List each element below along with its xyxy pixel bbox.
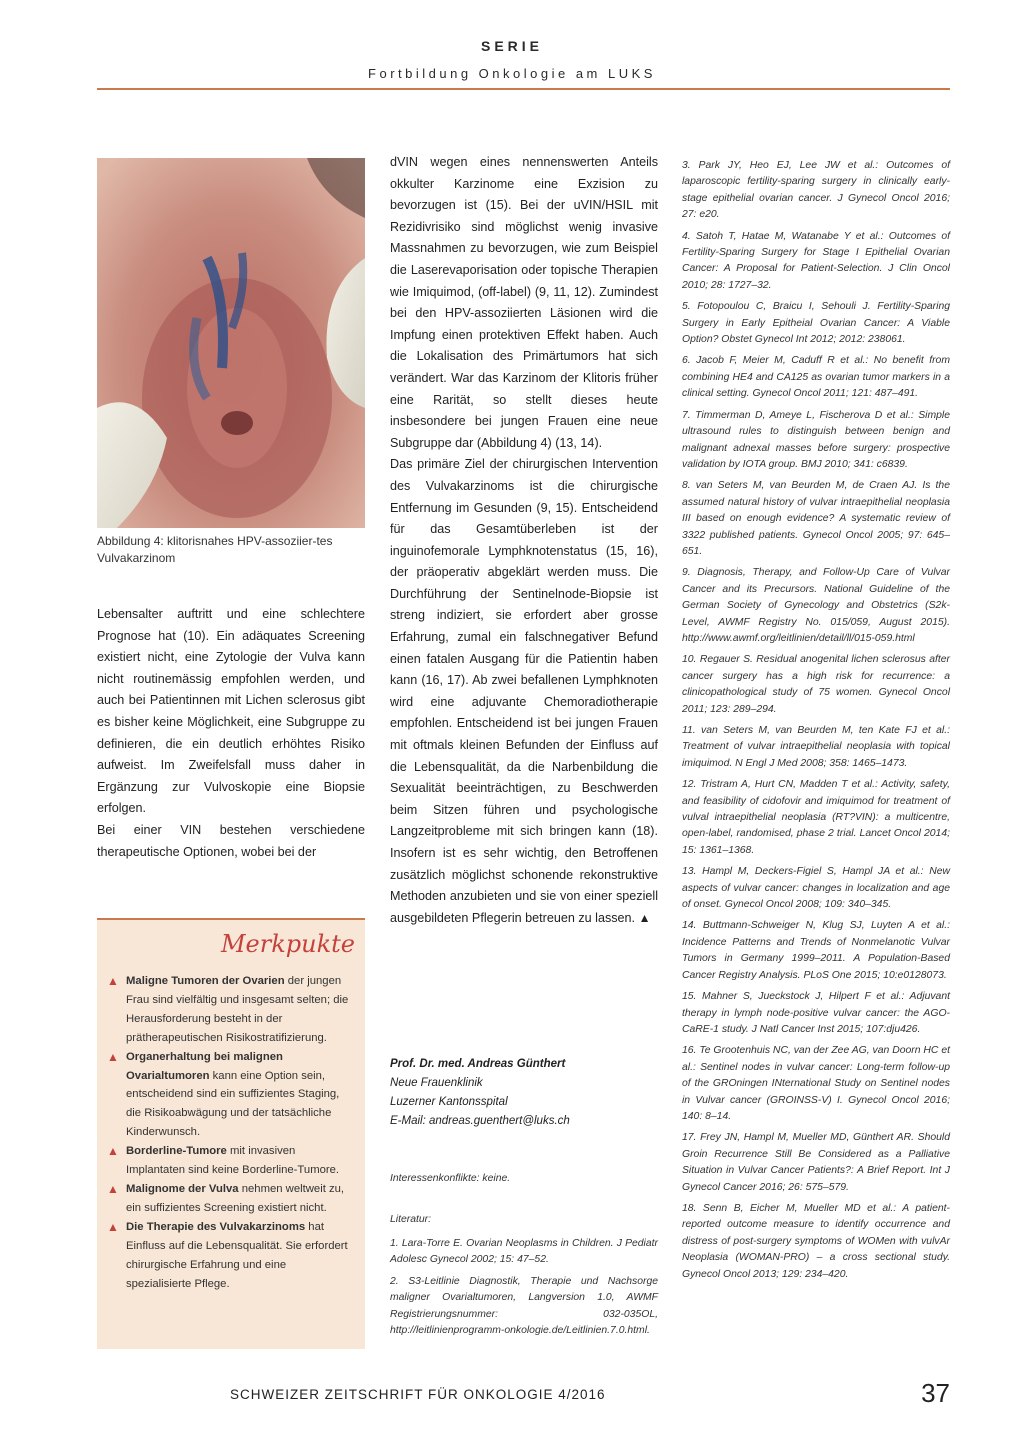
- triangle-bullet-icon: ▲: [107, 1049, 119, 1064]
- journal-footer: SCHWEIZER ZEITSCHRIFT FÜR ONKOLOGIE 4/2016: [230, 1387, 606, 1402]
- triangle-bullet-icon: ▲: [107, 1219, 119, 1234]
- reference-item: 8. van Seters M, van Beurden M, de Craen AJ. Is the assumed natural history of vulvar intraepithelial neoplasia III based on enough evidence? A systematic review of 3322 published patients. Gynecol Oncol 2005; 97: 645–651.: [682, 480, 950, 557]
- figure-caption: Abbildung 4: klitorisnahes HPV-assoziier-tes Vulvakarzinom: [97, 534, 333, 565]
- triangle-bullet-icon: ▲: [107, 1181, 119, 1196]
- author-block: [390, 1055, 658, 1131]
- end-triangle-icon: ▲: [638, 910, 651, 925]
- triangle-bullet-icon: ▲: [107, 974, 119, 988]
- reference-item: 4. Satoh T, Hatae M, Watanabe Y et al.: Outcomes of Fertility-Sparing Surgery for Stage I Epithelial Ovarian Cancer: A Proposal for Patient-Selection. J Clin Oncol 2010; 28: 1727–32.: [682, 230, 950, 291]
- reference-item: 7. Timmerman D, Ameye L, Fischerova D et al.: Simple ultrasound rules to distinguish between benign and malignant adnexal masses before surgery: prospective validation by IOTA group. BMJ 2010; 341: c6839.: [682, 409, 950, 470]
- key-point-item: ▲ Organerhaltung bei malignen Ovarialtumoren kann eine Option sein, entscheidend sind ein suffizientes Staging, die Risikoabwägung und der tatsächliche Kinderwunsch.: [107, 1049, 340, 1139]
- author-name: Prof. Dr. med. Andreas Günthert: [390, 1058, 566, 1070]
- reference-item: 5. Fotopoulou C, Braicu I, Sehouli J. Fertility-Sparing Surgery in Early Epitheial Ovarian Cancer: A Viable Option? Obstet Gynecol Int 2012; 2012: 238061.: [682, 301, 950, 346]
- clinical-photo: [97, 158, 365, 528]
- reference-item: 3. Park JY, Heo EJ, Lee JW et al.: Outcomes of laparoscopic fertility-sparing surgery in clinically early-stage epithelial ovarian cancer. J Gynecol Oncol 2016; 27: e20.: [682, 160, 950, 221]
- paragraph: Bei einer VIN bestehen verschiedene therapeutische Optionen, wobei bei der: [97, 822, 365, 859]
- reference-item: 6. Jacob F, Meier M, Caduff R et al.: No benefit from combining HE4 and CA125 as ovarian tumor markers in a clinical setting. Gynecol Oncol 2011; 121: 487–491.: [682, 355, 950, 400]
- key-point-item: ▲ Maligne Tumoren der Ovarien der jungen Frau sind vielfältig und insgesamt selten; die Herausforderung besteht in der prätherapeutischen Risikostratifizierung.: [107, 974, 349, 1044]
- key-points-title: Merkpukte: [220, 930, 355, 958]
- conflict-statement: Interessenkonflikte: keine.: [390, 1173, 511, 1184]
- key-point-item: ▲ Borderline-Tumore mit invasiven Implantaten sind keine Borderline-Tumore.: [107, 1144, 340, 1177]
- reference-item: 17. Frey JN, Hampl M, Mueller MD, Günthert AR. Should Groin Recurrence Still Be Considered as a Palliative Situation in Vulvar Cancer Patients?: A Brief Report. Int J Gynecol Cancer 2016; 26: 575–579.: [682, 1132, 950, 1193]
- body-column-1: [97, 604, 365, 863]
- paragraph: Das primäre Ziel der chirurgischen Intervention des Vulvakarzinoms ist die chirurgische Entfernung im Gesunden (9, 15). Entscheidend für das Gesamtüberleben ist der inguinofemorale Lymphknotenstatus (15, 16), der präoperativ abgeklärt werden muss. Die Durchführung der Sentinelnode-Biopsie ist streng indiziert, sie erfordert aber grosse Erfahrung, zumal ein falschnegativer Befund einen fatalen Ausgang für die Patientin haben kann (16, 17). Ab zwei befallenen Lymphknoten wird eine adjuvante Chemoradiotherapie empfohlen. Entscheidend ist bei jungen Frauen mit oftmals kleinen Befunden der Einfluss auf die Lebensqualität, da die Narbenbildung die Sexualität beeinträchtigen, zu Beschwerden beim Sitzen führen und psychologische Langzeitprobleme mit sich bringen kann (18). Insofern ist es sehr wichtig, den Betroffenen zusätzlich möglichst schonende rekonstruktive Methoden anzubieten und sie von einer speziell ausgebildeten Pflegerin betreuen zu lassen. ▲: [390, 457, 658, 925]
- paragraph: dVIN wegen eines nennenswerten Anteils okkulter Karzinome eine Exzision zu bevorzugen ist (15). Bei der uVIN/HSIL mit Rezidivrisiko sind möglichst wenig invasive Massnahmen zu bevorzugen, wie zum Beispiel die Laserevaporisation oder topische Therapien wie Imiquimod, (off-label) (9, 11, 12). Zumindest bei den HPV-assoziierten Läsionen wird die Impfung einen protektiven Effekt haben. Auch die Lokalisation des Primärtumors hat sich verändert. War das Karzinom der Klitoris früher eine Rarität, so stellt dieses heute insbesondere bei jungen Frauen eine neue Subgruppe dar (Abbildung 4) (13, 14).: [390, 155, 658, 450]
- author-affiliation: Neue Frauenklinik: [390, 1077, 483, 1089]
- key-points-list: [105, 972, 353, 1293]
- reference-item: 16. Te Grootenhuis NC, van der Zee AG, van Doorn HC et al.: Sentinel nodes in vulvar cancer: Long-term follow-up of the GROningen INternational Study on Sentinel nodes in Vulvar cancer (GROINSS-V) I. Gynecol Oncol 2016; 140: 8–14.: [682, 1045, 950, 1122]
- reference-item: 13. Hampl M, Deckers-Figiel S, Hampl JA et al.: New aspects of vulvar cancer: changes in localization and age of onset. Gynecol Oncol 2008; 109: 340–345.: [682, 866, 950, 911]
- literature-label: Literatur:: [390, 1214, 432, 1225]
- reference-list-b: [682, 158, 950, 1288]
- page-number: 37: [921, 1378, 950, 1408]
- reference-item: 15. Mahner S, Jueckstock J, Hilpert F et al.: Adjuvant therapy in lymph node-positive vulvar cancer: the AGO-CaRE-1 study. J Natl Cancer Inst 2015; 107:dju426.: [682, 991, 950, 1035]
- reference-item: 10. Regauer S. Residual anogenital lichen sclerosus after cancer surgery has a high risk for recurrence: a clinicopathological study of 75 women. Gynecol Oncol 2011; 123: 289–294.: [682, 654, 950, 715]
- reference-item: 11. van Seters M, van Beurden M, ten Kate FJ et al.: Treatment of vulvar intraepithelial neoplasia with topical imiquimod. N Engl J Med 2008; 358: 1465–1473.: [682, 725, 950, 769]
- key-points-box: [97, 918, 365, 1349]
- header-rule: [97, 88, 950, 90]
- reference-item: 2. S3-Leitlinie Diagnostik, Therapie und Nachsorge maligner Ovarialtumoren, Langversion 1.0, AWMF Registrierungsnummer: 032-035OL, http://leitlinienprogramm-onkologie.de/Leitlinien.7.0.html.: [390, 1275, 658, 1337]
- paragraph: Lebensalter auftritt und eine schlechtere Prognose hat (10). Ein adäquates Screening existiert nicht, eine Zytologie der Vulva kann nicht routinemässig empfohlen werden, und auch bei Patientinnen mit Lichen sclerosus gibt es bisher keine Möglichkeit, eine Subgruppe zu definieren, die ein deutlich erhöhtes Risiko aufweist. Im Zweifelsfall muss daher in Ergänzung zur Vulvoskopie eine Biopsie erfolgen.: [97, 607, 365, 816]
- author-hospital: Luzerner Kantonsspital: [390, 1096, 508, 1108]
- reference-item: 12. Tristram A, Hurt CN, Madden T et al.: Activity, safety, and feasibility of cidofovir and imiquimod for treatment of vulval intraepithelial neoplasia (RT?VIN): a multicentre, open-label, randomised, phase 2 trial. Lancet Oncol 2014; 15: 1361–1368.: [682, 779, 950, 856]
- key-point-item: ▲ Die Therapie des Vulvakarzinoms hat Einfluss auf die Lebensqualität. Sie erfordert chirurgische Erfahrung und eine spezialisierte Pflege.: [107, 1219, 348, 1290]
- reference-list-a: [390, 1236, 658, 1344]
- reference-item: 14. Buttmann-Schweiger N, Klug SJ, Luyten A et al.: Incidence Patterns and Trends of Nonmelanotic Vulvar Tumors in Germany 1999–2011. A Population-Based Cancer Registry Analysis. PLoS One 2015; 10:e0128073.: [682, 920, 950, 981]
- reference-item: 18. Senn B, Eicher M, Mueller MD et al.: A patient-reported outcome measure to identify occurrence and distress of post-surgery symptoms of WOMen with vulvAr Neoplasia (WOMAN-PRO) – a cross sectional study. Gynecol Oncol 2013; 129: 234–420.: [682, 1202, 950, 1280]
- body-column-2: [390, 152, 658, 929]
- series-label: SERIE: [480, 38, 543, 54]
- reference-item: 1. Lara-Torre E. Ovarian Neoplasms in Children. J Pediatr Adolesc Gynecol 2002; 15: 47–52.: [390, 1238, 658, 1266]
- triangle-bullet-icon: ▲: [107, 1144, 119, 1159]
- series-subtitle: Fortbildung Onkologie am LUKS: [368, 66, 656, 81]
- reference-item: 9. Diagnosis, Therapy, and Follow-Up Care of Vulvar Cancer and its Precursors. National Guideline of the German Society of Gynecology and Obstetrics (S2k-Level, AWMF Registry No. 015/059, August 2015). http://www.awmf.org/leitlinien/detail/ll/015-059.html: [682, 567, 950, 644]
- key-point-item: ▲ Malignome der Vulva nehmen weltweit zu, ein suffizientes Screening existiert nicht.: [107, 1181, 345, 1214]
- author-email[interactable]: E-Mail: andreas.guenthert@luks.ch: [390, 1115, 570, 1127]
